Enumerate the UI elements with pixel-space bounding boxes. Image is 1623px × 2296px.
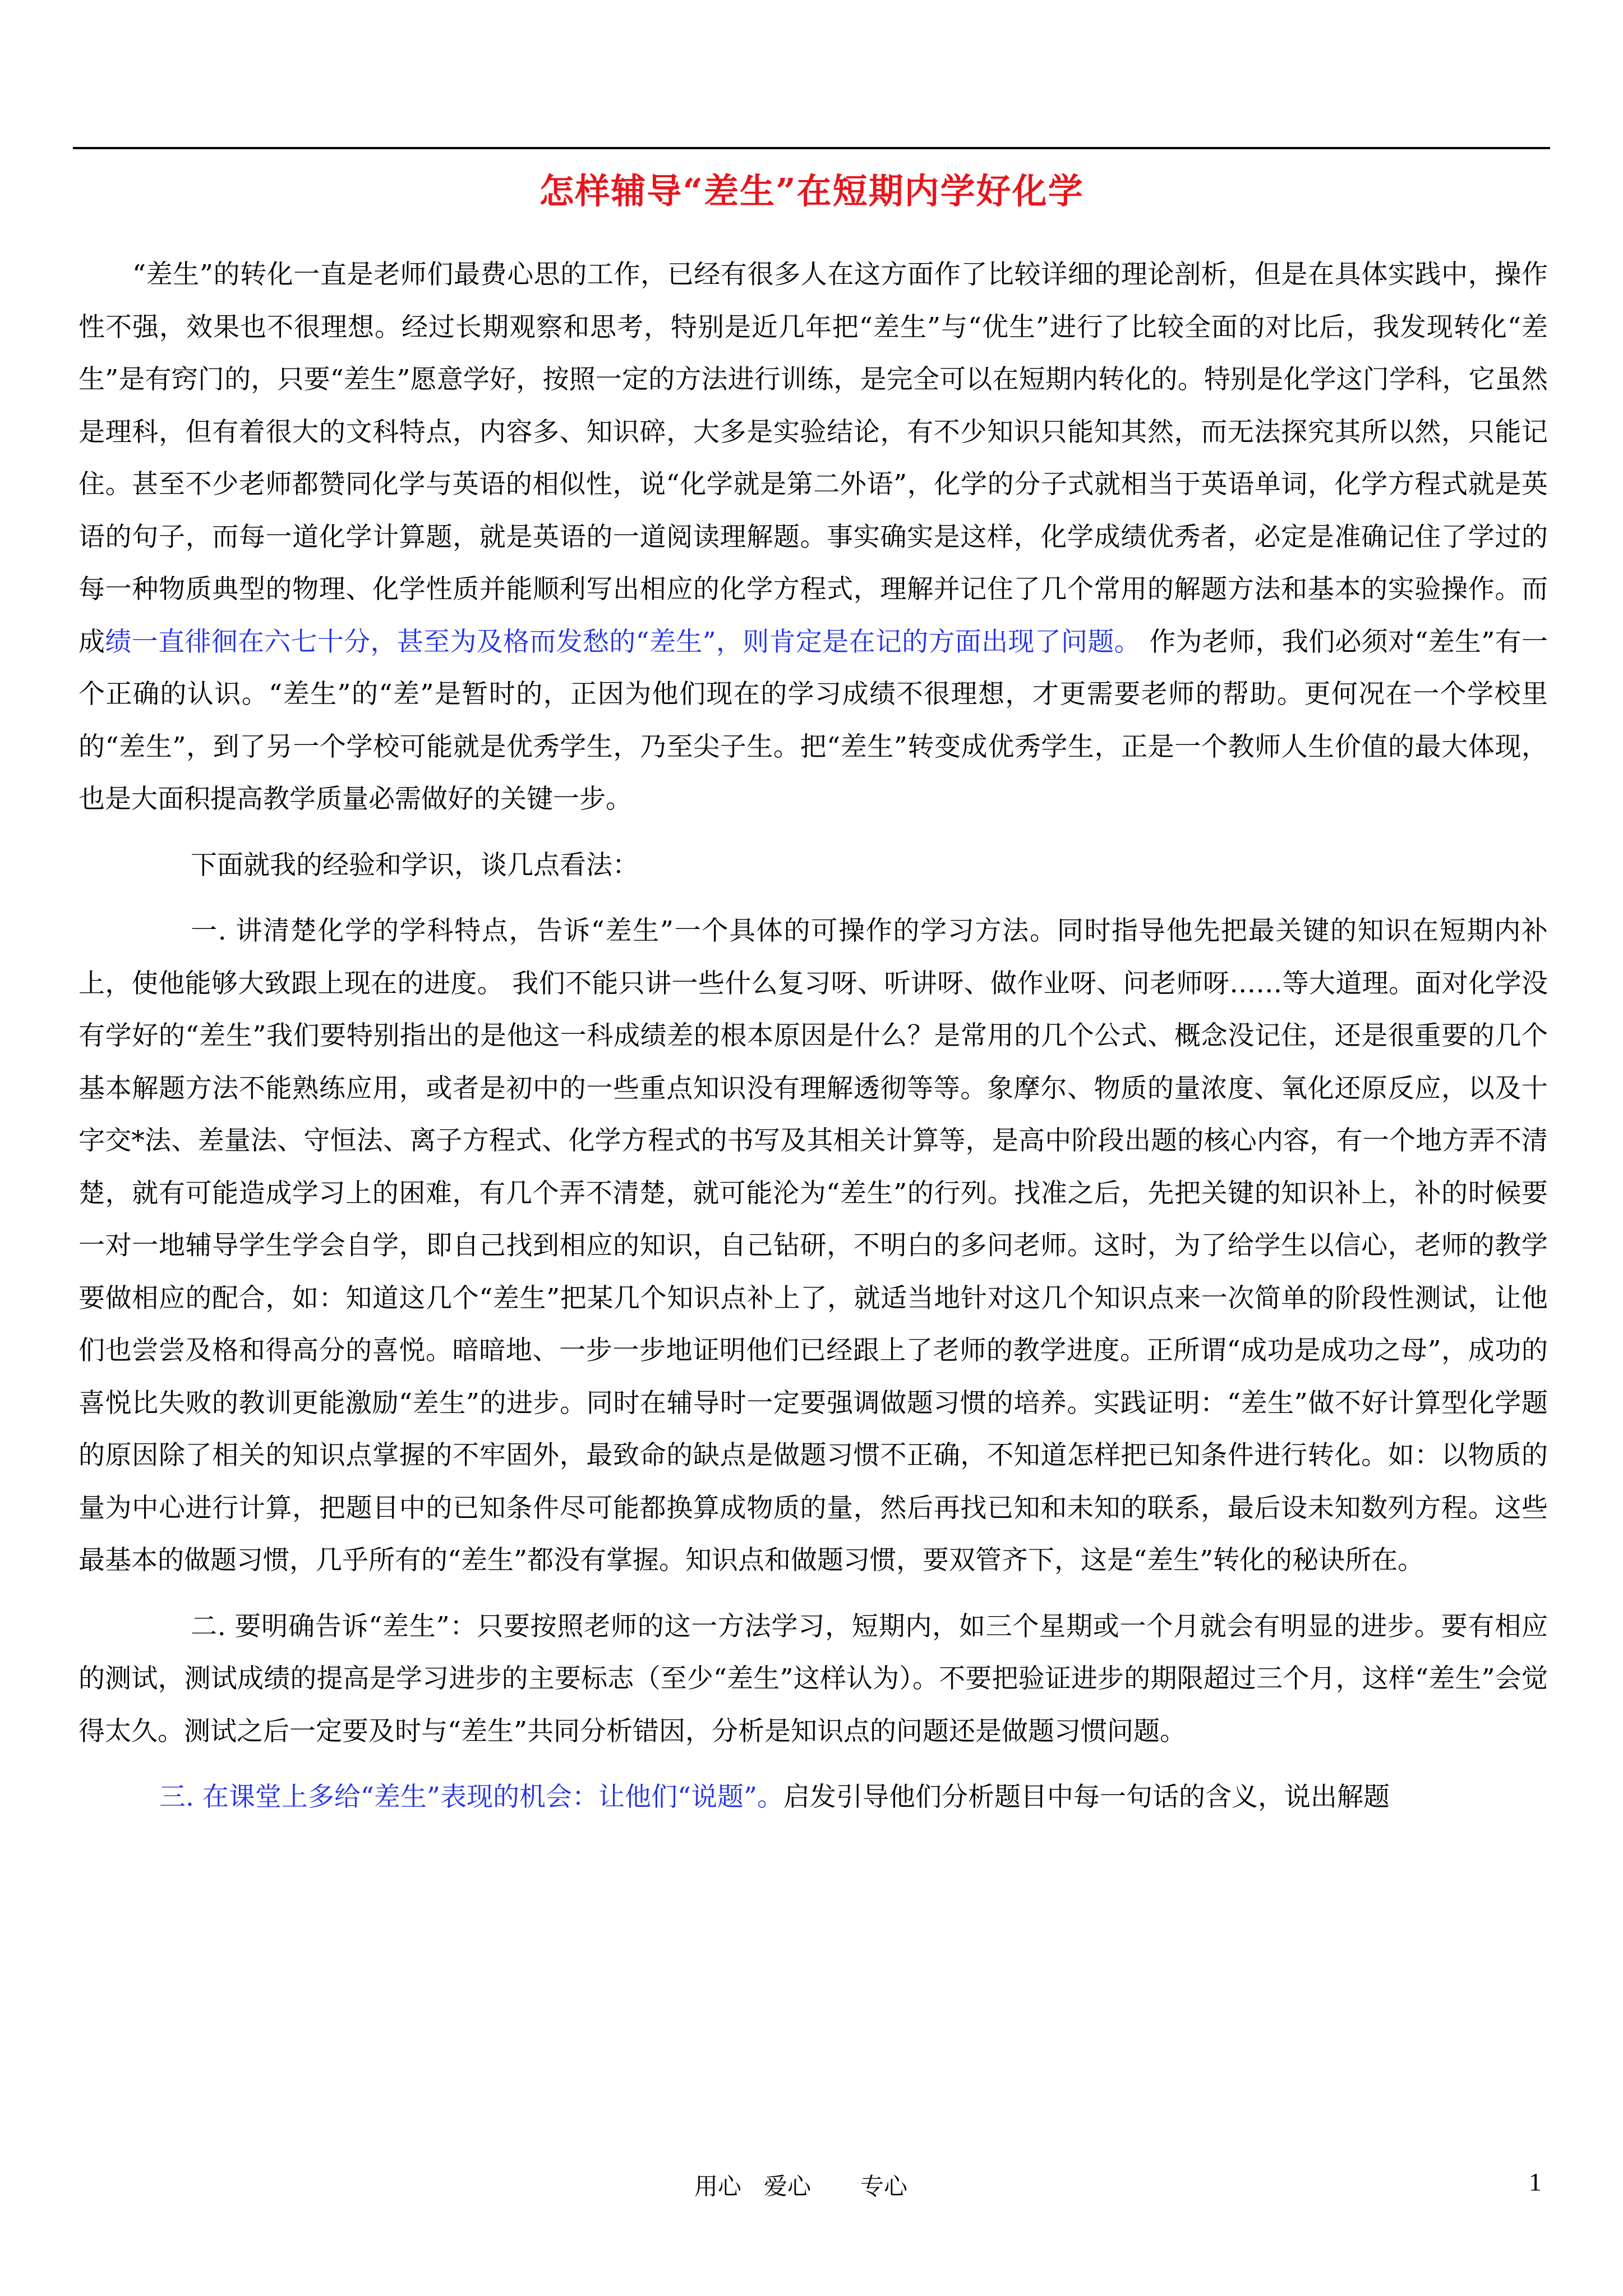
highlighted-text: 在课堂上多给“差生”表现的机会：让他们“说题”。 xyxy=(202,1782,784,1812)
page-footer xyxy=(0,2168,1623,2202)
document-title: 怎样辅导“差生”在短期内学好化学 xyxy=(539,171,1084,211)
paragraph-point-three xyxy=(79,1771,1548,1824)
paragraph-lead: 下面就我的经验和学识，谈几点看法： xyxy=(191,849,639,881)
paragraph-intro-text-cont: 作为老师，我们必须对“差生”有一个正确的认识。“差生”的“差”是暂时的，正因为他们现在的学习成绩不很理想，才更需要老师的帮助。更何况在一个学校里的“差生”，到了另一个学校可能就是优秀学生，乃至尖子生。把“差生”转变成优秀学生，正是一个教师人生价值的最大体现，也是大面积提高教学质量必需做好的关键一步。 xyxy=(79,626,1548,815)
footer-word-1: 用心 xyxy=(694,2173,742,2200)
footer-word-3: 专心 xyxy=(860,2173,908,2200)
header-rule xyxy=(73,147,1550,149)
point-three-text: 启发引导他们分析题目中每一句话的含义，说出解题 xyxy=(783,1782,1390,1812)
point-three-number: 三. xyxy=(159,1782,202,1812)
paragraph-intro-text: “差生”的转化一直是老师们最费心思的工作，已经有很多人在这方面作了比较详细的理论剖析，但是在具体实践中，操作性不强，效果也不很理想。经过长期观察和思考，特别是近几年把“差生”与“优生”进行了比较全面的对比后，我发现转化“差生”是有窍门的，只要“差生”愿意学好，按照一定的方法进行训练，是完全可以在短期内转化的。特别是化学这门学科，它虽然是理科，但有着很大的文科特点，内容多、知识碎，大多是实验结论，有不少知识只能知其然，而无法探究其所以然，只能记住。甚至不少老师都赞同化学与英语的相似性，说“化学就是第二外语”，化学的分子式就相当于英语单词，化学方程式就是英语的句子，而每一道化学计算题，就是英语的一道阅读理解题。事实确实是这样，化学成绩优秀者，必定是准确记住了学过的每一种物质典型的物理、化学性质并能顺利写出相应的化学方程式，理解并记住了几个常用的解题方法和基本的实验操作。而成 xyxy=(79,259,1548,657)
paragraph-point-two: 二. 要明确告诉“差生”：只要按照老师的这一方法学习，短期内，如三个星期或一个月就会有明显的进步。要有相应的测试，测试成绩的提高是学习进步的主要标志（至少“差生”这样认为）。不要把验证进步的期限超过三个月，这样“差生”会觉得太久。测试之后一定要及时与“差生”共同分析错因，分析是知识点的问题还是做题习惯问题。 xyxy=(79,1611,1548,1747)
page-number: 1 xyxy=(1529,2168,1542,2196)
paragraph-point-one: 一. 讲清楚化学的学科特点，告诉“差生”一个具体的可操作的学习方法。同时指导他先把最关键的知识在短期内补上，使他能够大致跟上现在的进度。 我们不能只讲一些什么复习呀、听讲呀、做作业呀、问老师呀……等大道理。面对化学没有学好的“差生”我们要特别指出的是他这一科成绩差的根本原因是什么？是常用的几个公式、概念没记住，还是很重要的几个基本解题方法不能熟练应用，或者是初中的一些重点知识没有理解透彻等等。象摩尔、物质的量浓度、氧化还原反应，以及十字交*法、差量法、守恒法、离子方程式、化学方程式的书写及其相关计算等，是高中阶段出题的核心内容，有一个地方弄不清楚，就有可能造成学习上的困难，有几个弄不清楚，就可能沦为“差生”的行列。找准之后，先把关键的知识补上，补的时候要一对一地辅导学生学会自学，即自己找到相应的知识，自己钻研，不明白的多问老师。这时，为了给学生以信心，老师的教学要做相应的配合，如：知道这几个“差生”把某几个知识点补上了，就适当地针对这几个知识点来一次简单的阶段性测试，让他们也尝尝及格和得高分的喜悦。暗暗地、一步一步地证明他们已经跟上了老师的教学进度。正所谓“成功是成功之母”，成功的喜悦比失败的教训更能激励“差生”的进步。同时在辅导时一定要强调做题习惯的培养。实践证明：“差生”做不好计算型化学题的原因除了相关的知识点掌握的不牢固外，最致命的缺点是做题习惯不正确，不知道怎样把已知条件进行转化。如：以物质的量为中心进行计算，把题目中的已知条件尽可能都换算成物质的量，然后再找已知和未知的联系，最后设未知数列方程。这些最基本的做题习惯，几乎所有的“差生”都没有掌握。知识点和做题习惯，要双管齐下，这是“差生”转化的秘诀所在。 xyxy=(79,915,1548,1576)
document-body xyxy=(79,249,1548,1824)
footer-word-2: 爱心 xyxy=(764,2173,811,2200)
highlighted-text: 绩一直徘徊在六七十分，甚至为及格而发愁的“差生”，则肯定是在记的方面出现了问题。 xyxy=(105,626,1141,657)
paragraph-intro xyxy=(79,249,1548,826)
